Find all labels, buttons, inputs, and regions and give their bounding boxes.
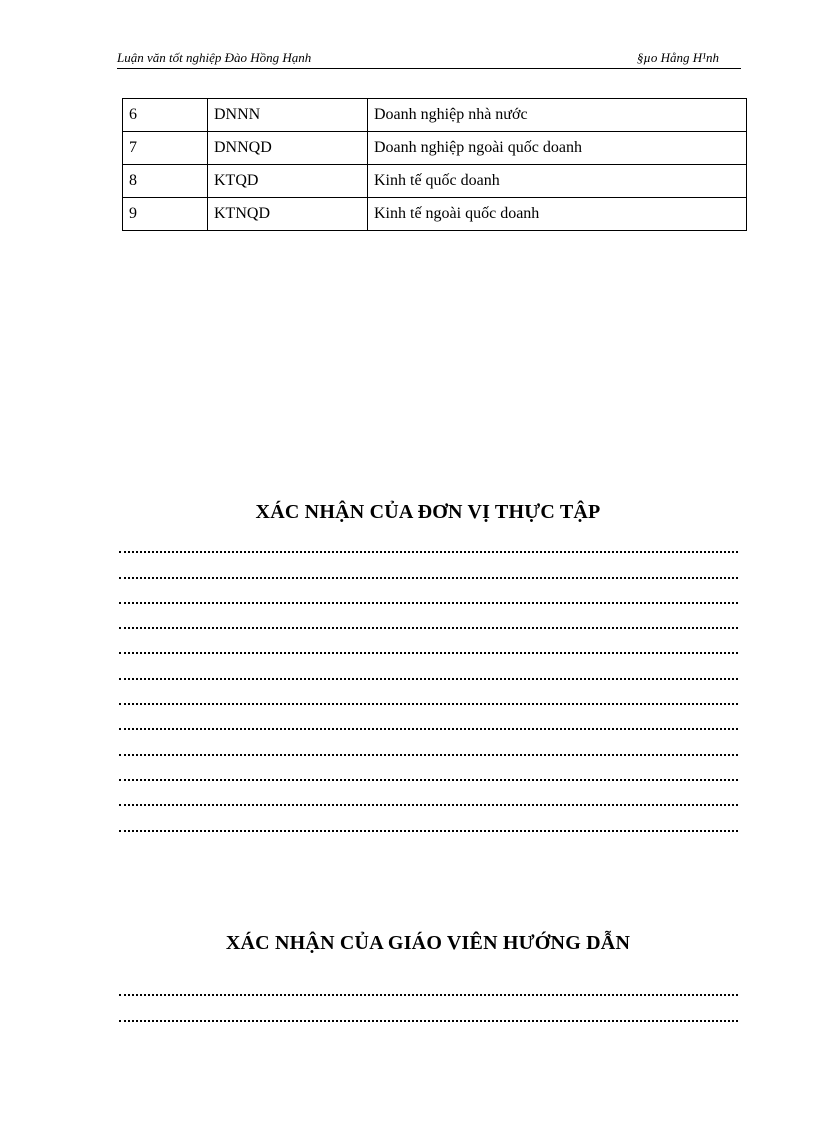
table-row <box>123 132 747 165</box>
header-left-text: Luận văn tốt nghiệp Đào Hồng Hạnh <box>117 50 312 65</box>
row-meaning: Kinh tế quốc doanh <box>368 165 747 198</box>
dotted-line <box>119 971 738 996</box>
dotted-line <box>119 705 738 730</box>
page-header <box>117 48 741 69</box>
row-number: 7 <box>123 132 208 165</box>
internship-unit-confirmation-title: XÁC NHẬN CỦA ĐƠN VỊ THỰC TẬP <box>255 501 601 523</box>
dotted-line <box>119 756 738 781</box>
dotted-line <box>119 579 738 604</box>
row-meaning: Kinh tế ngoài quốc doanh <box>368 198 747 231</box>
row-code: DNNQD <box>208 132 368 165</box>
dotted-line <box>119 806 738 831</box>
dotted-line <box>119 680 738 705</box>
dotted-line <box>119 528 738 553</box>
row-meaning: Doanh nghiệp ngoài quốc doanh <box>368 132 747 165</box>
table-row <box>123 99 747 132</box>
dotted-line <box>119 781 738 806</box>
row-number: 8 <box>123 165 208 198</box>
supervisor-confirmation-title: XÁC NHẬN CỦA GIÁO VIÊN HƯỚNG DẪN <box>225 932 631 954</box>
row-meaning: Doanh nghiệp nhà nước <box>368 99 747 132</box>
dotted-line <box>119 654 738 679</box>
internship-unit-dotted-lines <box>119 528 738 832</box>
dotted-line <box>119 730 738 755</box>
abbreviation-table <box>122 98 747 231</box>
dotted-line <box>119 996 738 1021</box>
row-number: 9 <box>123 198 208 231</box>
row-code: DNNN <box>208 99 368 132</box>
dotted-line <box>119 553 738 578</box>
header-right-text: §µo Hång H¹nh <box>636 50 719 65</box>
dotted-line <box>119 629 738 654</box>
table-row <box>123 198 747 231</box>
dotted-line <box>119 604 738 629</box>
table-row <box>123 165 747 198</box>
supervisor-dotted-lines <box>119 971 738 1022</box>
row-code: KTNQD <box>208 198 368 231</box>
row-code: KTQD <box>208 165 368 198</box>
row-number: 6 <box>123 99 208 132</box>
